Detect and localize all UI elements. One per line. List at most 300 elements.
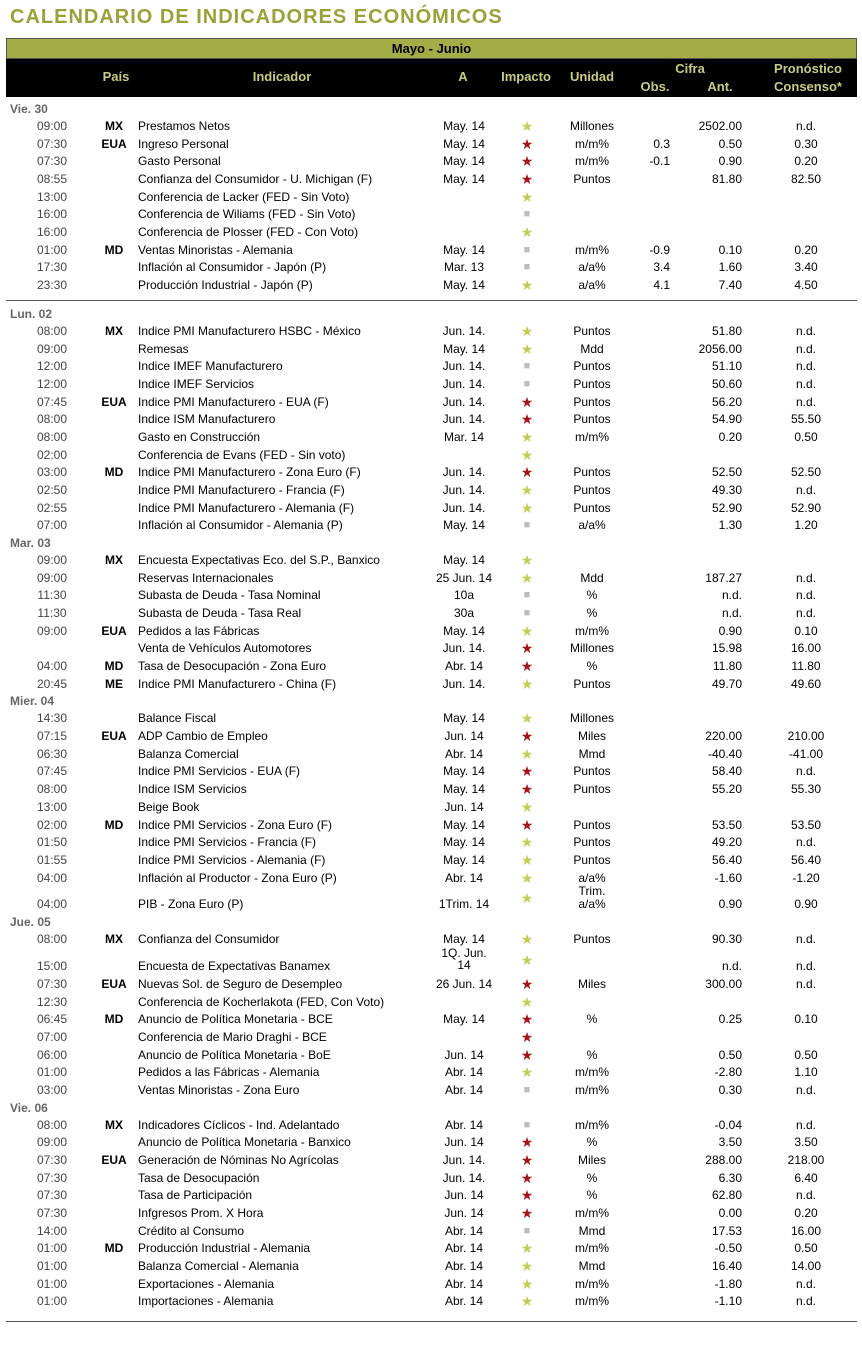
event-unit: Puntos xyxy=(573,932,611,947)
header-consenso: Consenso* xyxy=(774,79,842,94)
event-indicator: Subasta de Deuda - Tasa Real xyxy=(138,606,302,620)
table-row xyxy=(0,569,862,587)
event-unit: m/m% xyxy=(575,136,609,151)
event-forecast: n.d. xyxy=(795,341,817,356)
event-period: Abr. 14 xyxy=(444,870,484,885)
event-indicator: Balanza Comercial - Alemania xyxy=(138,1259,299,1274)
event-time: 07:30 xyxy=(36,154,68,169)
event-unit: % xyxy=(586,659,598,673)
header-indicador: Indicador xyxy=(252,69,312,84)
table-row xyxy=(0,709,862,727)
event-indicator: Pedidos a las Fábricas - Alemania xyxy=(138,1065,320,1080)
event-indicator: Encuesta Expectativas Eco. del S.P., Banxico xyxy=(138,553,380,567)
event-forecast: 218.00 xyxy=(787,1153,825,1167)
table-row xyxy=(0,1046,862,1064)
event-unit: m/m% xyxy=(575,623,609,638)
event-period: Jun. 14. xyxy=(442,465,486,480)
header-pais: País xyxy=(102,69,130,84)
header-ant: Ant. xyxy=(707,79,733,94)
event-forecast: 1.10 xyxy=(794,1065,818,1080)
star-icon-yellow: ★ xyxy=(520,745,534,762)
event-indicator: Encuesta de Expectativas Banamex xyxy=(138,958,331,973)
table-row xyxy=(0,657,862,675)
event-indicator: Anuncio de Política Monetaria - Banxico xyxy=(138,1135,351,1150)
event-indicator: Anuncio de Política Monetaria - BoE xyxy=(138,1047,331,1062)
event-indicator: Infgresos Prom. X Hora xyxy=(138,1206,264,1220)
event-time: 13:00 xyxy=(36,799,68,814)
event-unit: Puntos xyxy=(573,323,611,338)
event-forecast: n.d. xyxy=(795,482,817,497)
event-unit: Puntos xyxy=(573,764,611,779)
event-indicator: Indice PMI Manufacturero - Alemania (F) xyxy=(138,500,355,515)
event-indicator: Indice ISM Manufacturero xyxy=(138,412,276,427)
event-period-line2: 14 xyxy=(457,957,471,972)
star-icon-red: ★ xyxy=(520,816,534,833)
event-period: Jun. 14. xyxy=(442,1170,486,1185)
event-forecast: 49.60 xyxy=(790,676,822,691)
event-unit: % xyxy=(586,1170,598,1185)
event-period: Jun. 14. xyxy=(442,641,486,656)
event-ant: -0.50 xyxy=(714,1241,742,1256)
table-row xyxy=(0,410,862,428)
event-forecast: n.d. xyxy=(795,1188,817,1203)
event-country: MD xyxy=(104,1012,124,1027)
event-indicator: Tasa de Desocupación - Zona Euro xyxy=(138,659,327,673)
star-icon-yellow: ★ xyxy=(520,277,534,294)
event-forecast: 3.40 xyxy=(794,260,818,275)
event-unit: m/m% xyxy=(575,1206,609,1220)
event-period: Jun. 14. xyxy=(442,482,486,497)
event-indicator: Inflación al Productor - Zona Euro (P) xyxy=(138,870,337,885)
star-icon-yellow: ★ xyxy=(520,890,534,907)
event-forecast: n.d. xyxy=(795,359,817,374)
event-time: 09:00 xyxy=(36,1135,68,1150)
event-forecast: n.d. xyxy=(795,764,817,779)
event-period: Jun. 14 xyxy=(444,1206,484,1220)
star-icon-yellow: ★ xyxy=(520,951,534,968)
star-icon-yellow: ★ xyxy=(520,569,534,586)
event-unit: Puntos xyxy=(573,376,611,391)
table-row xyxy=(0,135,862,153)
event-forecast: -1.20 xyxy=(792,870,820,885)
event-ant: -1.10 xyxy=(714,1294,742,1309)
table-row xyxy=(0,675,862,693)
event-indicator: Pedidos a las Fábricas xyxy=(138,623,260,638)
event-period: May. 14 xyxy=(443,932,485,947)
table-row xyxy=(0,745,862,763)
event-indicator: Ingreso Personal xyxy=(138,136,229,151)
event-ant: 15.98 xyxy=(711,641,742,656)
event-country: MD xyxy=(104,659,124,673)
event-ant: 0.90 xyxy=(718,154,742,169)
event-ant: n.d. xyxy=(721,606,742,620)
event-time: 12:00 xyxy=(36,376,68,391)
table-row xyxy=(0,1257,862,1275)
star-icon-red: ★ xyxy=(520,135,534,152)
event-ant: 1.60 xyxy=(718,260,742,275)
star-icon-red: ★ xyxy=(520,1205,534,1221)
event-indicator: Generación de Nóminas No Agrícolas xyxy=(138,1153,339,1167)
event-ant: -0.04 xyxy=(714,1117,742,1132)
table-row xyxy=(0,340,862,358)
event-time: 08:00 xyxy=(36,782,68,797)
event-unit: Mmd xyxy=(578,746,606,761)
event-forecast: n.d. xyxy=(795,606,817,620)
event-unit: m/m% xyxy=(575,429,609,444)
event-time: 08:55 xyxy=(36,172,68,186)
table-row xyxy=(0,1204,862,1222)
star-icon-yellow: ★ xyxy=(520,851,534,868)
header-a: A xyxy=(458,69,468,84)
star-icon-red: ★ xyxy=(520,411,534,428)
event-indicator: Producción Industrial - Japón (P) xyxy=(138,278,313,293)
period-band: Mayo - Junio xyxy=(6,38,857,59)
event-forecast: n.d. xyxy=(795,1276,817,1291)
event-time: 09:00 xyxy=(36,341,68,356)
star-icon-yellow: ★ xyxy=(520,499,534,516)
star-icon-yellow: ★ xyxy=(520,834,534,851)
event-period: Jun. 14. xyxy=(442,394,486,409)
event-period: May. 14 xyxy=(443,711,485,726)
star-icon-red: ★ xyxy=(520,171,534,187)
event-unit: m/m% xyxy=(575,1276,609,1291)
star-icon-yellow: ★ xyxy=(520,428,534,445)
event-time: 17:30 xyxy=(36,260,68,275)
star-icon-yellow: ★ xyxy=(520,710,534,727)
event-unit: Puntos xyxy=(573,465,611,480)
event-indicator: Indice PMI Servicios - Zona Euro (F) xyxy=(138,817,333,832)
square-icon-gray: ■ xyxy=(523,243,531,256)
table-row xyxy=(0,357,862,375)
table-row xyxy=(0,604,862,622)
event-time: 07:45 xyxy=(36,394,68,409)
event-forecast: n.d. xyxy=(795,1294,817,1309)
event-indicator: Crédito al Consumo xyxy=(138,1223,245,1238)
event-country: EUA xyxy=(101,623,127,638)
star-icon-red: ★ xyxy=(520,1152,534,1168)
event-forecast: 0.10 xyxy=(794,623,818,638)
event-period: Jun. 14 xyxy=(444,1047,484,1062)
event-forecast: 14.00 xyxy=(790,1259,822,1274)
event-time: 09:00 xyxy=(36,553,68,567)
table-row xyxy=(0,188,862,206)
event-unit: Puntos xyxy=(573,500,611,515)
section-divider xyxy=(6,300,857,301)
star-icon-red: ★ xyxy=(520,658,534,674)
event-country: EUA xyxy=(101,136,127,151)
star-icon-yellow: ★ xyxy=(520,481,534,498)
event-country: MX xyxy=(105,553,123,567)
event-ant: -1.60 xyxy=(714,870,742,885)
event-forecast: 1.20 xyxy=(794,518,818,533)
day-label: Mier. 04 xyxy=(10,694,55,709)
event-time: 13:00 xyxy=(36,189,68,204)
event-time: 07:00 xyxy=(36,518,68,533)
event-ant: 0.30 xyxy=(718,1083,742,1097)
event-unit: a/a% xyxy=(578,870,606,885)
star-icon-yellow: ★ xyxy=(520,869,534,886)
event-indicator: Tasa de Desocupación xyxy=(138,1170,260,1185)
event-indicator: Indice PMI Manufacturero - Francia (F) xyxy=(138,482,345,497)
event-period: Abr. 14 xyxy=(444,1276,484,1291)
square-icon-gray: ■ xyxy=(523,589,531,602)
event-indicator: Indice PMI Servicios - EUA (F) xyxy=(138,764,301,779)
event-time: 06:45 xyxy=(36,1012,68,1027)
table-row xyxy=(0,1081,862,1099)
table-row xyxy=(0,499,862,517)
square-icon-gray: ■ xyxy=(523,360,531,373)
event-forecast: 0.20 xyxy=(794,154,818,169)
event-indicator: PIB - Zona Euro (P) xyxy=(138,897,244,912)
event-time: 01:50 xyxy=(36,835,68,850)
event-unit: m/m% xyxy=(575,242,609,257)
table-row xyxy=(0,1010,862,1028)
event-forecast: 0.50 xyxy=(794,1047,818,1062)
event-period: May. 14 xyxy=(443,518,485,533)
event-unit: Millones xyxy=(569,711,615,726)
event-period: Jun. 14 xyxy=(444,1135,484,1150)
star-icon-yellow: ★ xyxy=(520,798,534,815)
event-unit: Puntos xyxy=(573,782,611,797)
event-obs: -0.9 xyxy=(649,242,670,257)
event-time: 01:00 xyxy=(36,242,68,257)
event-ant: 187.27 xyxy=(705,570,742,585)
event-unit: % xyxy=(586,606,598,620)
table-row xyxy=(0,223,862,241)
table-row xyxy=(0,869,862,887)
event-indicator: Nuevas Sol. de Seguro de Desempleo xyxy=(138,976,343,991)
event-ant: 1.30 xyxy=(718,518,742,533)
event-forecast: n.d. xyxy=(795,119,817,133)
table-row xyxy=(0,170,862,188)
event-indicator: Reservas Internacionales xyxy=(138,570,274,585)
event-period: Abr. 14 xyxy=(444,1294,484,1309)
event-period: Jun. 14. xyxy=(442,376,486,391)
event-period: Abr. 14 xyxy=(444,1065,484,1080)
star-icon-yellow: ★ xyxy=(520,446,534,463)
event-ant: 16.40 xyxy=(711,1259,742,1274)
event-ant: -40.40 xyxy=(707,746,742,761)
event-time: 07:30 xyxy=(36,1153,68,1167)
event-time: 02:50 xyxy=(36,482,68,497)
event-forecast: n.d. xyxy=(795,570,817,585)
event-time: 09:00 xyxy=(36,119,68,133)
event-indicator: ADP Cambio de Empleo xyxy=(138,729,268,744)
event-period: Jun. 14 xyxy=(444,799,484,814)
table-row xyxy=(0,816,862,834)
event-forecast: 0.20 xyxy=(794,1206,818,1220)
table-row xyxy=(0,762,862,780)
star-icon-red: ★ xyxy=(520,975,534,992)
star-icon-red: ★ xyxy=(520,728,534,745)
event-indicator: Confianza del Consumidor - U. Michigan (F) xyxy=(138,172,373,186)
event-ant: 0.50 xyxy=(718,1047,742,1062)
event-ant: 3.50 xyxy=(718,1135,742,1150)
event-ant: 50.60 xyxy=(711,376,742,391)
star-icon-yellow: ★ xyxy=(520,1293,534,1310)
event-time: 08:00 xyxy=(36,429,68,444)
square-icon-gray: ■ xyxy=(523,519,531,532)
event-period: May. 14 xyxy=(443,782,485,797)
event-unit: Puntos xyxy=(573,482,611,497)
event-time: 15:00 xyxy=(36,958,68,973)
event-unit: Puntos xyxy=(573,394,611,409)
event-forecast: n.d. xyxy=(795,1117,817,1132)
star-icon-red: ★ xyxy=(520,640,534,657)
event-period: Jun. 14. xyxy=(442,323,486,338)
event-unit: Miles xyxy=(577,1153,607,1167)
event-period: May. 14 xyxy=(443,242,485,257)
event-time: 08:00 xyxy=(36,1117,68,1132)
event-ant: 90.30 xyxy=(711,932,742,947)
event-unit: Puntos xyxy=(573,852,611,867)
table-row xyxy=(0,1169,862,1187)
event-time: 02:55 xyxy=(36,500,68,515)
event-ant: 0.50 xyxy=(718,136,742,151)
day-label: Lun. 02 xyxy=(10,306,53,321)
event-unit: a/a% xyxy=(578,260,606,275)
square-icon-gray: ■ xyxy=(523,208,531,221)
event-country: EUA xyxy=(101,394,127,409)
event-indicator: Indice IMEF Servicios xyxy=(138,376,255,391)
event-forecast: 0.50 xyxy=(794,1241,818,1256)
event-time: 03:00 xyxy=(36,1083,68,1097)
event-period: May. 14 xyxy=(443,623,485,638)
event-ant: 220.00 xyxy=(705,729,742,744)
star-icon-red: ★ xyxy=(520,1011,534,1028)
event-period: May. 14 xyxy=(443,852,485,867)
event-indicator: Indice IMEF Manufacturero xyxy=(138,359,283,374)
square-icon-gray: ■ xyxy=(523,1084,531,1096)
table-row xyxy=(0,1063,862,1081)
table-row xyxy=(0,428,862,446)
event-unit: Trim. xyxy=(578,884,606,899)
event-indicator: Prestamos Netos xyxy=(138,119,231,133)
event-indicator: Remesas xyxy=(138,341,189,356)
event-forecast: 3.50 xyxy=(794,1135,818,1150)
table-row xyxy=(0,1222,862,1240)
event-time: 01:00 xyxy=(36,1241,68,1256)
table-row xyxy=(0,586,862,604)
table-row xyxy=(0,375,862,393)
event-ant: 55.20 xyxy=(711,782,742,797)
event-ant: 7.40 xyxy=(718,278,742,293)
event-unit: m/m% xyxy=(575,1117,609,1132)
event-forecast: n.d. xyxy=(795,588,817,603)
bottom-rule xyxy=(6,1321,857,1322)
event-period: May. 14 xyxy=(443,764,485,779)
event-indicator: Indice ISM Servicios xyxy=(138,782,247,797)
event-period: May. 14 xyxy=(443,817,485,832)
event-period: Abr. 14 xyxy=(444,1259,484,1274)
event-indicator: Confianza del Consumidor xyxy=(138,932,280,947)
event-ant: 81.80 xyxy=(711,172,742,186)
event-period: Abr. 14 xyxy=(444,1241,484,1256)
event-country: EUA xyxy=(101,729,127,744)
event-forecast: 53.50 xyxy=(790,817,822,832)
event-indicator: Inflación al Consumidor - Alemania (P) xyxy=(138,518,343,533)
event-time: 09:00 xyxy=(36,570,68,585)
event-indicator: Gasto Personal xyxy=(138,154,221,169)
table-row xyxy=(0,1028,862,1046)
header-impacto: Impacto xyxy=(501,69,551,84)
event-forecast: -41.00 xyxy=(788,746,824,761)
event-unit: Mmd xyxy=(578,1259,606,1274)
event-ant: 6.30 xyxy=(718,1170,742,1185)
event-time: 14:00 xyxy=(36,1223,68,1238)
event-time: 07:30 xyxy=(36,1170,68,1185)
event-ant: 51.10 xyxy=(711,359,742,374)
event-unit: % xyxy=(586,1012,598,1027)
event-forecast: n.d. xyxy=(795,976,817,991)
header-unidad: Unidad xyxy=(569,69,615,84)
event-time: 04:00 xyxy=(36,870,68,885)
event-unit: Mdd xyxy=(580,341,604,356)
event-unit: m/m% xyxy=(575,154,609,169)
day-label: Vie. 30 xyxy=(10,102,48,116)
event-time: 01:00 xyxy=(36,1294,68,1309)
event-unit: Puntos xyxy=(573,172,611,186)
event-period: May. 14 xyxy=(443,835,485,850)
star-icon-yellow: ★ xyxy=(520,188,534,205)
table-row xyxy=(0,258,862,276)
event-time: 03:00 xyxy=(36,465,68,480)
event-country: MD xyxy=(104,1241,124,1256)
event-forecast: 55.50 xyxy=(790,412,822,427)
star-icon-red: ★ xyxy=(520,464,534,481)
header-cifra: Cifra xyxy=(675,61,705,76)
event-period: 26 Jun. 14 xyxy=(435,976,493,991)
event-period: 10a xyxy=(453,588,475,603)
star-icon-red: ★ xyxy=(520,1134,534,1151)
day-label: Mar. 03 xyxy=(10,535,51,550)
star-icon-red: ★ xyxy=(520,153,534,170)
event-country: MX xyxy=(105,932,123,947)
event-forecast: 0.10 xyxy=(794,1012,818,1027)
star-icon-yellow: ★ xyxy=(520,993,534,1010)
event-unit: Puntos xyxy=(573,359,611,374)
event-forecast: 0.30 xyxy=(794,136,818,151)
event-time: 04:00 xyxy=(36,897,68,912)
event-indicator: Indicadores Cíclicos - Ind. Adelantado xyxy=(138,1117,340,1132)
square-icon-gray: ■ xyxy=(523,261,531,274)
table-row xyxy=(0,241,862,259)
event-unit: % xyxy=(586,1135,598,1150)
event-ant: 62.80 xyxy=(711,1188,742,1203)
event-forecast: 55.30 xyxy=(790,782,822,797)
event-period: May. 14 xyxy=(443,172,485,186)
day-label: Vie. 06 xyxy=(10,1100,48,1115)
event-time: 08:00 xyxy=(36,412,68,427)
table-row xyxy=(0,152,862,170)
event-time: 07:45 xyxy=(36,764,68,779)
event-time: 12:30 xyxy=(36,994,68,1009)
event-unit: m/m% xyxy=(575,1083,609,1097)
star-icon-yellow: ★ xyxy=(520,552,534,568)
event-period: Jun. 14. xyxy=(442,412,486,427)
event-period: May. 14 xyxy=(443,278,485,293)
star-icon-red: ★ xyxy=(520,781,534,798)
event-unit: Millones xyxy=(569,641,615,656)
table-row xyxy=(0,851,862,869)
table-row xyxy=(0,463,862,481)
event-ant: 49.70 xyxy=(711,676,742,691)
event-indicator: Beige Book xyxy=(138,799,200,814)
table-row xyxy=(0,1275,862,1293)
event-forecast: 56.40 xyxy=(790,852,822,867)
event-unit: % xyxy=(586,1188,598,1203)
event-time: 06:00 xyxy=(36,1047,68,1062)
